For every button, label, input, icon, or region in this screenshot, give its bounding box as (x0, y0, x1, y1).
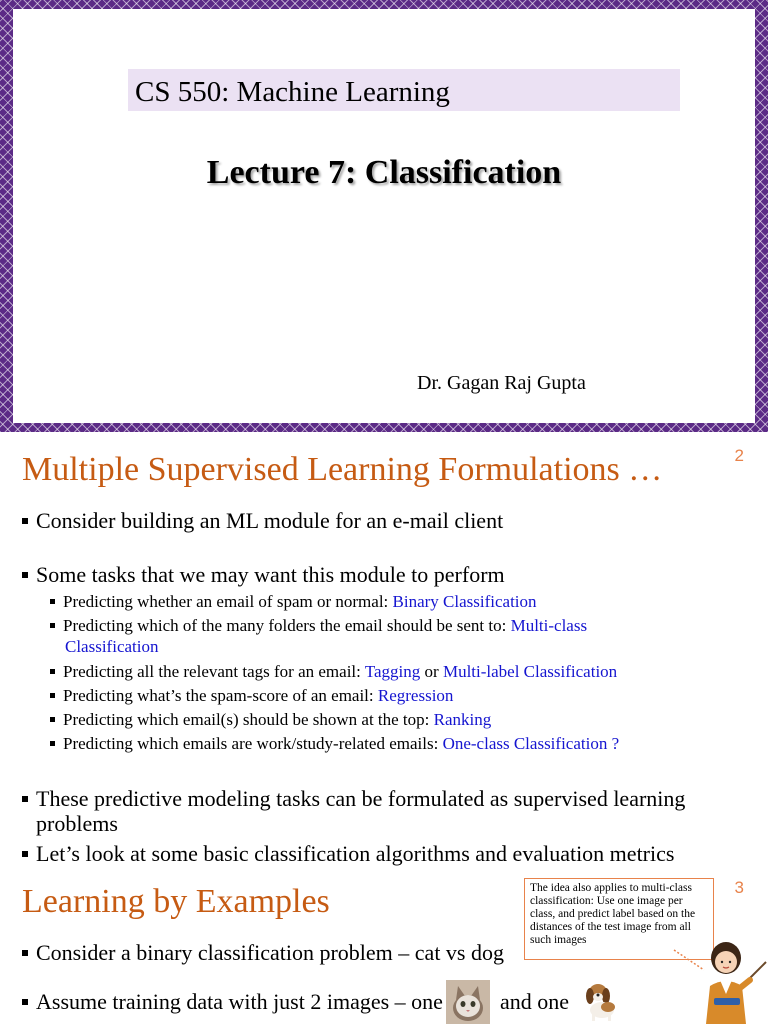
slide-number: 2 (734, 446, 744, 465)
bullet-marker (50, 599, 55, 604)
task-term: One-class Classification ? (442, 734, 620, 753)
task-term: Ranking (433, 710, 492, 729)
sub-bullet-item (50, 709, 730, 730)
sub-bullet-text: Predicting all the relevant tags for an email: (63, 662, 365, 681)
task-term: Tagging (364, 662, 421, 681)
slide-title: Multiple Supervised Learning Formulations … (22, 451, 663, 488)
bullet-item (22, 989, 482, 1014)
bullet-marker (50, 741, 55, 746)
bullet-item (22, 508, 722, 533)
dog-image (578, 978, 622, 1022)
bullet-continuation: and one (500, 989, 570, 1014)
bullet-marker (50, 669, 55, 674)
sub-bullet-text: Predicting what’s the spam-score of an email: (63, 686, 378, 705)
bullet-text: Some tasks that we may want this module to perform (36, 562, 505, 587)
bullet-text: Consider building an ML module for an e-mail client (36, 508, 504, 533)
lecture-title: Lecture 7: Classification (206, 154, 562, 191)
bullet-marker (50, 693, 55, 698)
connector-text: or (420, 662, 443, 681)
title-slide-content (13, 9, 755, 423)
sub-bullet-text: Predicting which email(s) should be shown at the top: (63, 710, 434, 729)
callout-box: The idea also applies to multi-class classification: Use one image per class, and predict label based on the distances of the test image from all such images (524, 878, 714, 960)
bullet-marker (22, 999, 28, 1005)
bullet-text: Assume training data with just 2 images – one (36, 989, 443, 1014)
slide-3 (0, 866, 768, 1024)
bullet-text: Let’s look at some basic classification algorithms and evaluation metrics (36, 841, 675, 866)
sub-bullet-text: Predicting which emails are work/study-related emails: (63, 734, 443, 753)
bullet-marker (50, 623, 55, 628)
bullet-marker (22, 851, 28, 857)
sub-bullet-item (50, 685, 730, 706)
slide-2 (0, 432, 768, 866)
task-term: Multi-label Classification (442, 662, 618, 681)
slide-number: 3 (734, 878, 744, 897)
task-term: Binary Classification (392, 592, 537, 611)
bullet-item (22, 940, 722, 965)
bullet-marker (22, 796, 28, 802)
task-term: Regression (377, 686, 454, 705)
bullet-item (22, 562, 722, 587)
sub-bullet-item (50, 591, 730, 612)
bullet-marker (22, 950, 28, 956)
bullet-marker (50, 717, 55, 722)
sub-bullet-text: Predicting which of the many folders the email should be sent to: (63, 616, 511, 635)
bullet-text: Consider a binary classification problem – cat vs dog (36, 940, 504, 965)
bullet-marker (22, 518, 28, 524)
course-title: CS 550: Machine Learning (135, 76, 450, 108)
task-term: Multi-class Classification (65, 616, 588, 656)
slide-title: Learning by Examples (22, 883, 330, 920)
sub-bullet-item (50, 615, 670, 657)
sub-bullet-item (50, 661, 730, 682)
sub-bullet-item (50, 733, 730, 754)
title-slide (0, 0, 768, 432)
bullet-item (22, 841, 722, 866)
sub-bullet-text: Predicting whether an email of spam or normal: (63, 592, 393, 611)
bullet-marker (22, 572, 28, 578)
bullet-item (22, 786, 702, 836)
author-name: Dr. Gagan Raj Gupta (417, 372, 586, 394)
bullet-text: These predictive modeling tasks can be formulated as supervised learning problems (36, 786, 686, 836)
cat-image (446, 980, 490, 1024)
